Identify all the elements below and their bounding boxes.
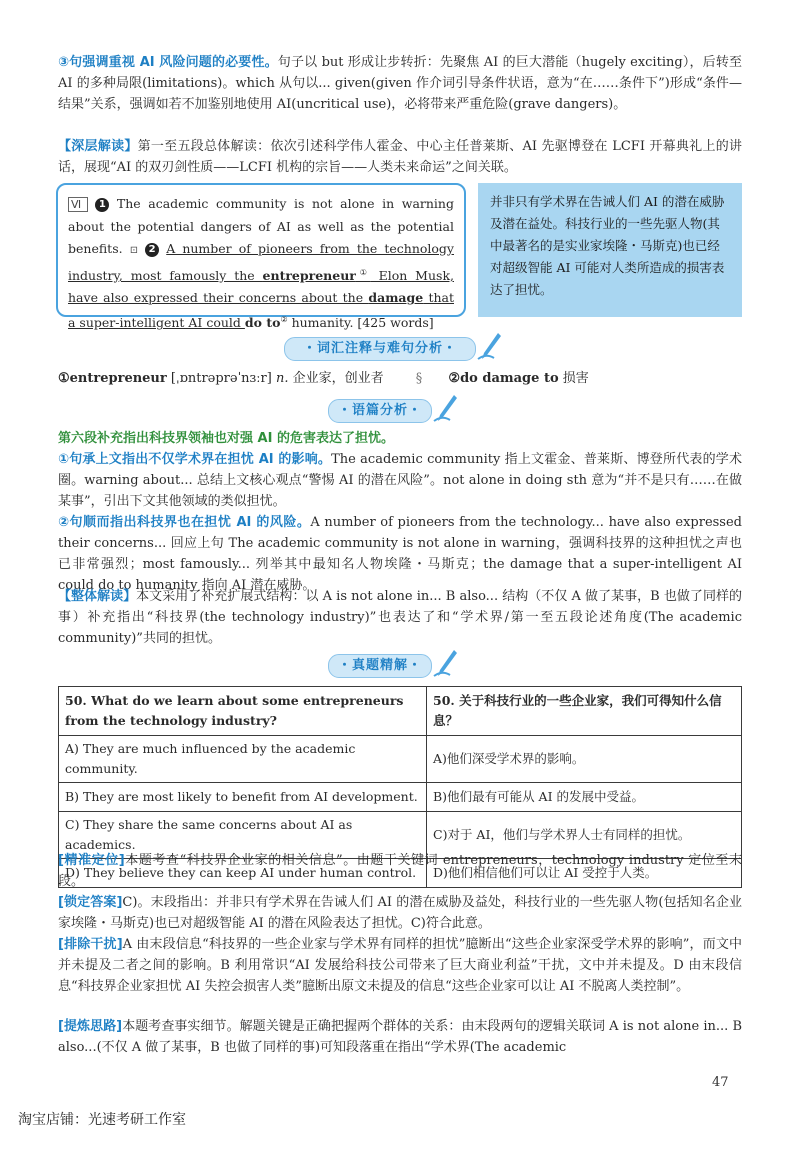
s2-part-c: that a super-intelligent AI could [68,290,454,331]
whole-reading-tag: 【整体解读】 [58,589,137,604]
deep-reading-body: 第一至五段总体解读：依次引述科学伟人霍金、中心主任普莱斯、AI 先驱博登在 LCFI 开幕典礼上的讲话，展现“AI 的双刃剑性质——LCFI 机构的宗旨——人类未来命运”之间关联。 [58,139,742,175]
vocab-word-1: ①entrepreneur [58,371,167,386]
vocab-word-2: ②do damage to [448,371,559,386]
page-number: 47 [712,1075,729,1090]
vocab-pos-1: n. [275,371,289,386]
whole-reading [58,586,742,649]
s2-part-b: Elon Musk, have also expressed their concerns about the [68,268,454,306]
vocab-def-1: 企业家，创业者 [292,371,384,386]
point3-heading: ③句强调重视 AI 风险问题的必要性。 [58,55,278,70]
deep-reading-paragraph [58,136,742,178]
footer-shop: 淘宝店铺：光速考研工作室 [18,1112,186,1128]
answer-key-tag: [锁定答案] [58,895,123,910]
whole-reading-body: 本文采用了补充扩展式结构：以 A is not alone in... B also... 结构（不仅 A 做了某事，B 也做了同样的事）补充指出“科技界(the technology industry)”也表达了和“学术界/第一至五段论述角度(The academic community)”共同的担忧。 [58,589,742,646]
sentence-number-2: 2 [145,243,159,257]
vocab-phonetic-1: [ˌɒntrəprəˈnɜːr] [170,371,272,386]
option-a-en: A) They are much influenced by the academic community. [59,736,427,783]
sentence-number-1: 1 [95,198,109,212]
answer-locate [58,850,742,892]
deep-reading-tag: 【深层解读】 [58,139,138,154]
passage-box [56,183,466,331]
answer-idea [58,1016,742,1058]
answer-key-body: C)。末段指出：并非只有学术界在告诫人们 AI 的潜在威胁及益处，科技行业的一些先驱人物(包括知名企业家埃隆・马斯克)也已对超级智能 AI 的潜在风险表达了担忧。C)符合此意。 [58,895,742,931]
point3-paragraph [58,52,742,115]
vocab-damage: damage [368,290,424,306]
option-row-a [59,736,742,783]
discourse-heading-text: 第六段补充指出科技界领袖也对强 AI 的危害表达了担忧。 [58,431,394,446]
vocab-def-2: 损害 [562,371,589,386]
s2-part-a: A number of pioneers from the technology industry, most famously the [68,241,454,284]
answer-exclude-body: A 由末段信息“科技界的一些企业家与学术界有同样的担忧”臆断出“这些企业家深受学术界的影响”，而文中并未提及二者之间的影响。B 利用常识“AI 发展给科技公司带来了巨大商业利益”干扰，文中并未提及。D 由末段信息“科技界企业家担忧 AI 失控会损害人类”臆断出原文未提及的信息“这些企业家可以让 AI 不脱离人类控制”。 [58,937,742,994]
answer-idea-tag: [提炼思路] [58,1019,123,1034]
translation-box: 并非只有学术界在告诫人们 AI 的潜在威胁及潜在益处。科技行业的一些先驱人物(其中最著名的是实业家埃隆・马斯克)也已经对超级智能 AI 可能对人类所造成的损害表达了担忧。 [478,183,742,317]
section-title-discourse: ・语篇分析・ [328,399,432,423]
word-count: [425 words] [357,315,434,331]
answer-idea-body: 本题考查事实细节。解题关键是正确把握两个群体的关系：由末段两句的逻辑关联词 A is not alone in... B also...(不仅 A 做了某事，B 也做了同样的事)可知段落重在指出“学术界(The academic [58,1019,743,1055]
question-zh: 50. 关于科技行业的一些企业家，我们可得知什么信息？ [427,687,742,736]
passage-sentence-1: The academic community is not alone in warning about the potential dangers of AI as well as the potential benefits. [68,196,454,256]
option-c-zh: C)对于 AI，他们与学术界人士有同样的担忧。 [427,812,742,859]
section-banner-vocab [0,337,800,361]
option-c-en: C) They share the same concerns about AI as academics. [59,812,427,859]
discourse-point-1-body: The academic community 指上文霍金、普莱斯、博登所代表的学术圈。warning about... 总结上文核心观点“警惕 AI 的潜在风险”。not alone in doing sth 意为“并不是只有……在做某事”，引出下文其他领域的类似担忧。 [58,452,742,509]
discourse-point-1-heading: ①句承上文指出不仅学术界在担忧 AI 的影响。 [58,452,332,467]
answer-exclude-tag: [排除干扰] [58,937,123,952]
s2-part-d: humanity. [287,315,354,331]
question-row [59,687,742,736]
answer-exclude [58,934,742,997]
option-a-zh: A)他们深受学术界的影响。 [427,736,742,783]
answer-locate-body: 本题考查“科技界企业家的相关信息”。由题干关键词 entrepreneurs，technology industry 定位至末段。 [58,853,742,889]
section-title-exam: ・真题精解・ [328,654,432,678]
note-marker-1: ① [355,268,371,277]
vocab-entrepreneur: entrepreneur [262,268,356,284]
option-row-b [59,783,742,812]
option-d-en: D) They believe they can keep AI under human control. [59,859,427,888]
pen-icon [432,393,458,423]
separator-icon: § [415,371,423,386]
discourse-point-2 [58,512,742,596]
point3-body: 句子以 but 形成让步转折：先聚焦 AI 的巨大潜能（hugely exciting），后转至 AI 的多种局限(limitations)。which 从句以... given(given 作介词引导条件状语，意为“在……条件下”)形成“条件—结果”关系，强调如若不加鉴别地使用 AI(uncritical use)，必将带来严重危险(grave dangers)。 [58,55,742,112]
section-banner-exam [0,654,800,678]
ref-icon: ⊡ [129,245,139,256]
section-banner-discourse [0,399,800,423]
paragraph-marker: Ⅵ [68,197,88,212]
pen-icon [476,331,502,361]
discourse-point-1 [58,449,742,512]
pen-icon [432,648,458,678]
discourse-point-2-body: A number of pioneers from the technology... have also expressed their concerns... 回应上句 The academic community is not alone in warning，强调科技界的这种担忧之声也已非常强烈；most famously... 列举其中最知名人物埃隆・马斯克；the damage that a super-intelligent AI could do to humanity 指向 AI 潜在威胁。 [58,515,742,593]
vocab-do-to: do to [244,315,281,331]
answer-locate-tag: [精准定位] [58,853,125,868]
answer-key [58,892,742,934]
option-b-en: B) They are most likely to benefit from AI development. [59,783,427,812]
option-b-zh: B)他们最有可能从 AI 的发展中受益。 [427,783,742,812]
note-marker-2: ② [280,315,288,325]
section-title-vocab: ・词汇注释与难句分析・ [284,337,476,361]
discourse-heading [58,428,742,449]
option-d-zh: D)他们相信他们可以让 AI 受控于人类。 [427,859,742,888]
discourse-point-2-heading: ②句顺而指出科技界也在担忧 AI 的风险。 [58,515,311,530]
question-en: 50. What do we learn about some entrepreneurs from the technology industry? [59,687,427,736]
vocab-line [58,368,742,389]
